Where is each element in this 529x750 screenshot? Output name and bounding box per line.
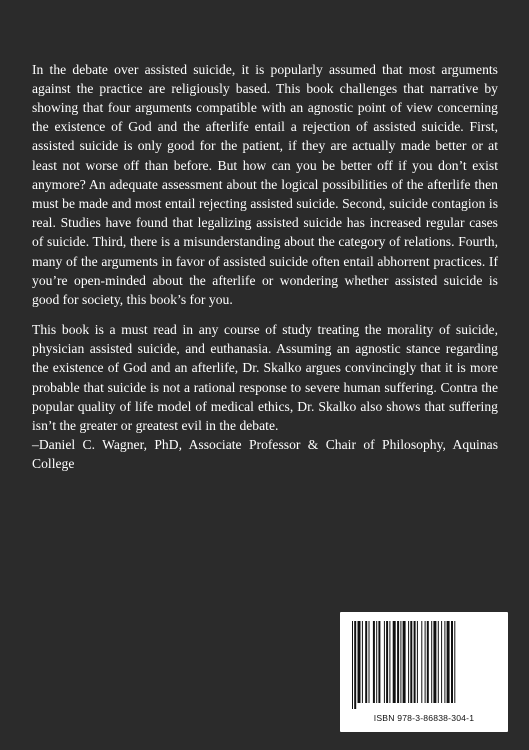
- barcode-bar: [444, 621, 445, 703]
- barcode-bar: [433, 621, 436, 703]
- barcode-bar: [400, 621, 401, 703]
- barcode-bar: [431, 621, 432, 703]
- barcode-bar: [410, 621, 412, 703]
- barcode-bar: [454, 621, 455, 703]
- barcode-bar: [358, 621, 361, 703]
- barcode-bar: [397, 621, 399, 703]
- isbn-number: ISBN 978-3-86838-304-1: [373, 713, 475, 723]
- barcode-bar: [369, 621, 370, 703]
- barcode-bar: [414, 621, 416, 703]
- barcode-bar: [393, 621, 396, 703]
- barcode-bar: [384, 621, 385, 703]
- barcode-bar: [441, 621, 442, 703]
- barcode-bars: [350, 621, 498, 709]
- barcode-bar: [408, 621, 409, 703]
- barcode-bar: [378, 621, 380, 703]
- barcode-bar: [373, 621, 375, 703]
- barcode-bar: [403, 621, 406, 703]
- book-description: In the debate over assisted suicide, it is popularly assumed that most arguments against the practice are religiously based. This book challenges that narrative by showing that four arguments compatible with an agnostic point of view concerning the existence of God and the afterlife entail a rejection of assisted suicide. First, assisted suicide is only good for the patient, if they are actually made better or at least not worse off than before. But how can you be better off if you don’t exist anymore? An adequate assessment about the logical possibilities of the afterlife then must be made and most entail rejecting assisted suicide. Second, suicide contagion is real. Studies have found that legalizing assisted suicide has increased regular cases of suicide. Third, there is a misunderstanding about the category of relations. Fourth, many of the arguments in favor of assisted suicide often entail abhorrent practices. If you’re open-minded about the afterlife or wondering whether assisted suicide is good for society, this book’s for you.: [32, 61, 498, 308]
- isbn-barcode: [340, 612, 508, 732]
- barcode-bar: [354, 621, 356, 709]
- barcode-bar: [362, 621, 363, 703]
- barcode-bar: [417, 621, 418, 703]
- barcode-bar: [451, 621, 453, 703]
- barcode-bar: [352, 621, 353, 709]
- barcode-bar: [421, 621, 422, 703]
- barcode-bar: [376, 621, 377, 703]
- barcode-bar: [427, 621, 429, 703]
- barcode-bar: [447, 621, 450, 703]
- endorsement-attribution: –Daniel C. Wagner, PhD, Associate Professor & Chair of Philosophy, Aquinas College: [32, 437, 498, 472]
- barcode-bar: [365, 621, 367, 703]
- barcode-bar: [389, 621, 390, 703]
- barcode-bar: [386, 621, 388, 703]
- barcode-bar: [438, 621, 439, 703]
- endorsement: [32, 320, 498, 474]
- barcode-bar: [425, 621, 426, 703]
- endorsement-text: This book is a must read in any course of study treating the morality of suicide, physician assisted suicide, and euthanasia. Assuming an agnostic stance regarding the existence of God and an afterlife, Dr. Skalko argues convincingly that it is more probable that suicide is not a rational response to severe human suffering. Contra the popular quality of life model of medical ethics, Dr. Skalko also shows that suffering isn’t the greater or greatest evil in the debate.: [32, 322, 498, 434]
